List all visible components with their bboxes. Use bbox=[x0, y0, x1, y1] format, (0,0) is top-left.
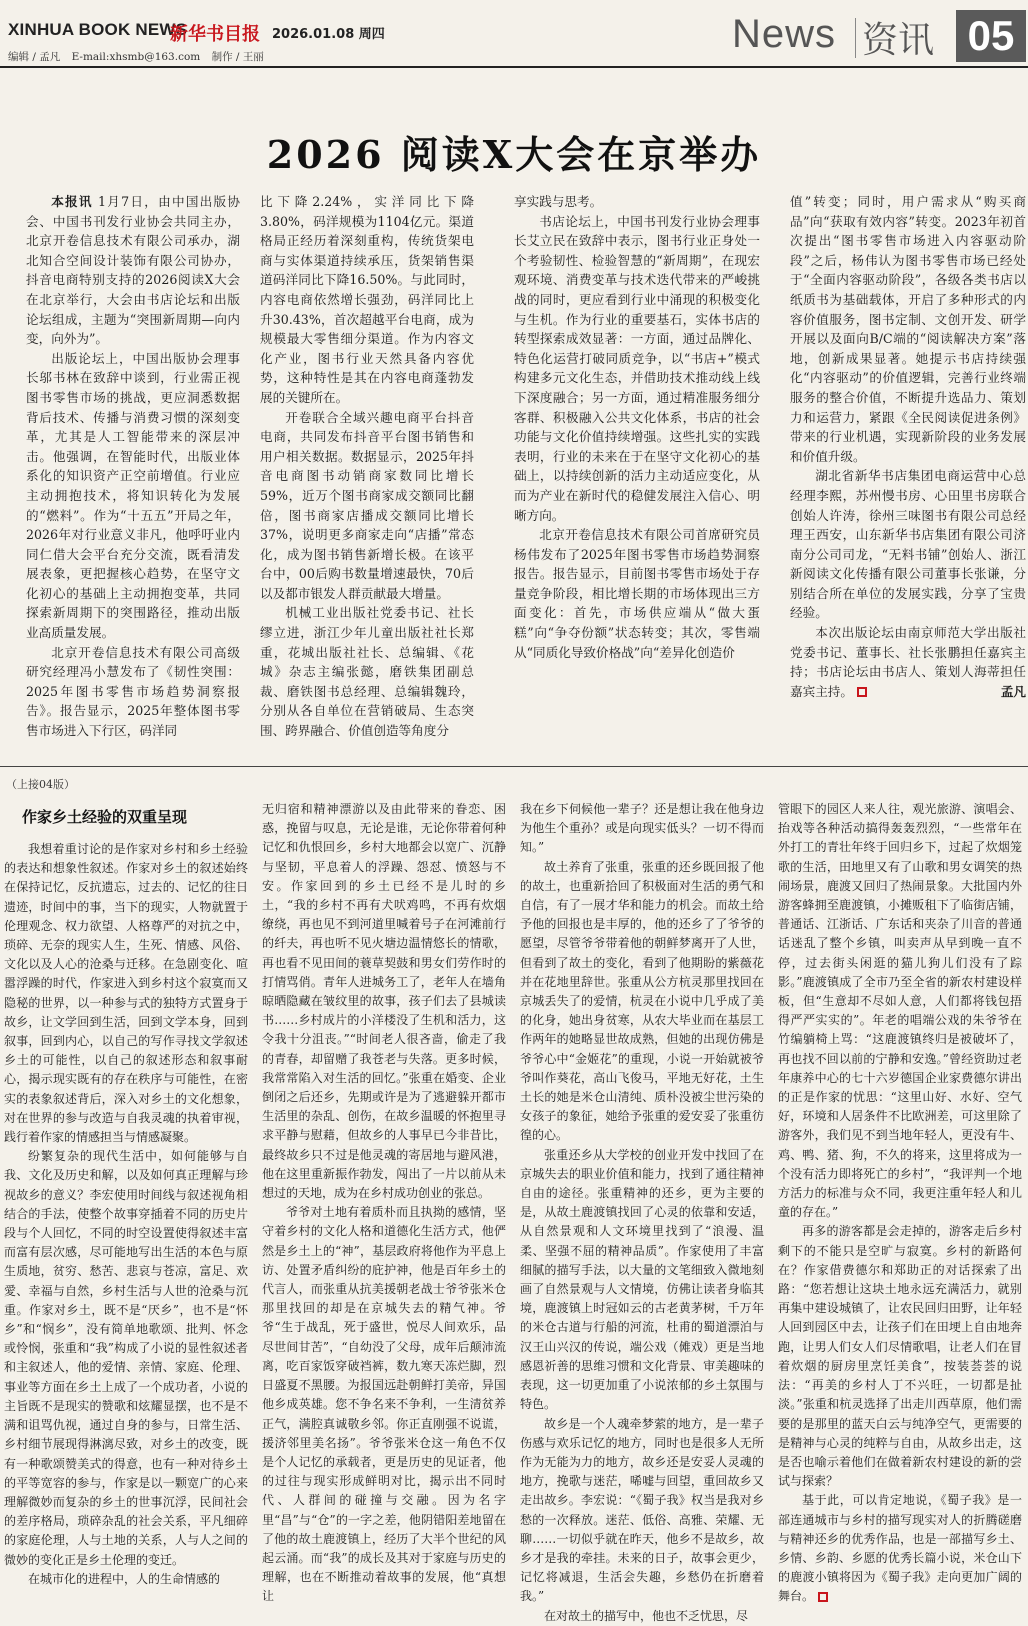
section-divider bbox=[0, 766, 1028, 767]
brand-en: XINHUA BOOK NEWS bbox=[8, 20, 188, 39]
article-headline: 2026 阅读X大会在京举办 bbox=[266, 132, 762, 177]
credits bbox=[8, 49, 272, 64]
article2-paragraph: 爷爷对土地有着质朴而且执拗的感情，坚守着乡村的文化人格和道德化生活方式，他俨然是乡土上的“神”，基层政府将他作为平息上访、处置矛盾纠纷的庇护神，他是百年乡土的代言人，而张重从抗美援朝老战士爷爷张米仓那里找回的却是在京城失去的精气神。爷爷“生于战乱，死于盛世，悦尽人间欢乐，品尽世间甘苦”，“自幼没了父母，成年后颠沛流离，吃百家饭穿破裆裤，数九寒天冻烂脚，烈日盛夏不黑腰。为报国远赴朝鲜打美帝，异国他乡成英雄。您不争名来不争利，一生清贫养正气，满腔真诚敬乡邻。你正直刚强不说谎，援济邻里美名扬”。爷爷张米仓这一角色不仅是个人记忆的承载者，更是历史的见证者，他的过往与现实形成鲜明对比，揭示出不同时代、人群间的碰撞与交融。因为名字里“昌”与“仓”的一字之差，他阴错阳差地留在了他的故土鹿渡镇上，经历了大半个世纪的风起云涌。而“我”的成长及其对于家庭与历史的理解，也在不断推动着故事的发展，他“真想让 bbox=[262, 1205, 506, 1604]
article2-column-2 bbox=[262, 800, 506, 1604]
article1-paragraph: 书店论坛上，中国书刊发行业协会理事长艾立民在致辞中表示，图书行业正身处一个考验韧性、检验智慧的“新周期”，在现宏观环境、消费变革与技术迭代带来的严峻挑战的同时，更应看到行业中涌现的积极变化与生机。作为行业的重要基石，实体书店的转型探索成效显著：一方面，通过品牌化、特色化运营打破同质竞争，以“书店+”模式构建多元文化生态，并借助技术推动线上线下深度融合；另一方面，通过精准服务细分客群、积极融入公共文化体系，书店的社会功能与文化价值持续增强。这些扎实的实践表明，行业的未来在于在坚守文化初心的基础上，以持续创新的活力主动适应变化，从而为产业在新时代的稳健发展注入信心、明晰方向。 bbox=[514, 213, 760, 523]
article2-paragraph: 管眼下的园区人来人往，观光旅游、演唱会、抬戏等各种活动搞得轰轰烈烈，“一些常年在外打工的青壮年终于回归乡下，过起了炊烟笼歌的生活，田地里又有了山歌和男女调笑的热闹场景，鹿渡又回归了热闹景象。大批国内外游客蜂拥至鹿渡镇，小摊贩租下了临街店铺，普通话、江浙话、广东话和夹杂了川音的普通话迷乱了整个乡镇，叫卖声从早到晚一直不停，过去街头闲逛的猫儿狗儿们没有了踪影。”鹿渡镇成了全市乃至全省的新农村建设样板，但“生意却不尽如人意，人们都将钱包捂得严严实实的”。年老的唱端公戏的朱爷爷在竹编躺椅上骂：“这鹿渡镇终归是被破坏了，再也找不回以前的宁静和安逸。”曾经资助过老年康养中心的七十六岁德国企业家费德尔讲出的正是作家的忧思：“这里山好、水好、空气好，环境和人居条件不比欧洲差，可这里除了游客外，我们见不到当地年轻人，更没有牛、鸡、鸭、猪、狗，不久的将来，这里将成为一个没有活力即将死亡的乡村”，“我评判一个地方活力的标准与众不同，我更注重年轻人和儿童的存在。” bbox=[778, 802, 1022, 1220]
article2-paragraph: 故乡是一个人魂牵梦萦的地方，是一辈子伤感与欢乐记忆的地方，同时也是很多人无所作为无能为力的地方，故乡还是安妥人灵魂的地方，挽歌与迷茫，唏嘘与回望，重回故乡又走出故乡。李宏说：“《蜀子我》权当是我对乡愁的一次释放。迷茫、低俗、高雅、荣耀、无聊……一切似乎就在昨天，他乡不是故乡，故乡才是我的牵挂。未来的日子，故事会更少，记忆将减退，生活会失趣，乡愁仍在折磨着我。” bbox=[520, 1416, 764, 1604]
article1-column-1 bbox=[26, 192, 240, 752]
editor-credit: 编辑 / 孟凡 bbox=[8, 51, 61, 63]
article1-paragraph: 北京开卷信息技术有限公司高级研究经理冯小慧发布了《韧性突围：2025年图书零售市场趋势洞察报告》。报告显示，2025年整体图书零售市场进入下行区，码洋同 bbox=[26, 644, 240, 739]
section-en: News bbox=[732, 12, 837, 56]
article1-paragraph: 享实践与思考。 bbox=[514, 194, 603, 209]
article1-paragraph: 湖北省新华书店集团电商运营中心总经理李熙，苏州慢书房、心田里书房联合创始人许涛，徐州三味图书有限公司总经理王西安，山东新华书店集团有限公司济南分公司司龙，“无料书铺”创始人、浙江新阅读文化传播有限公司董事长张谦，分别结合所在单位的发展实践，分享了宝贵经验。 bbox=[790, 468, 1026, 621]
article2-paragraph: 纷繁复杂的现代生活中，如何能够与自我、文化及历史和解，以及如何真正理解与珍视故乡的意义？李宏使用时间线与叙述视角相结合的手法，使整个故事穿插着不同的历史片段与个人回忆，不同的时空设置使得叙述丰富而富有层次感，尽可能地写出生活的本色与原生质地，贫穷、愁苦、悲哀与苍凉，富足、欢愛、幸福与自然，乡村生活与人世的沧桑与沉重。作家对乡土，既不是“厌乡”，也不是“怀乡”和“悯乡”，没有简单地歌颂、批判、怀念或怜悯，张重和“我”构成了小说的显性叙述者和主叙述人，他的爱情、亲情、家庭、伦理、事业等方面在乡土上成了一个成功者，小说的主旨既不是现实的赞歌和炫耀显摆，也不是不满和诅骂仇视，通过自身的参与，日常生活、乡村细节展现得淋漓尽致，对乡土的改变，既有一种歌颂赞美式的得意，也有一种对待乡土的平等宽容的参与，作家是以一颗宽广的心来理解微妙而复杂的乡土的世事沉浮，民间社会的差序格局，琐碎杂乱的社会关系，平凡细碎的家庭伦理，人与土地的关系，人与人之间的微妙的变化正是乡土伦理的变迁。 bbox=[4, 1149, 248, 1567]
page-number: 05 bbox=[956, 10, 1026, 62]
masthead-rule bbox=[0, 66, 1028, 68]
article2-paragraph: 张重还乡从大学校的创业开发中找回了在京城失去的职业价值和能力，找到了通往精神自由的途径。张重精神的还乡，更为主要的是，从故土鹿渡镇找回了心灵的依靠和安适，从自然景观和人文环境里找到了“浪漫、温柔、坚强不屈的精神品质”。作家使用了丰富细腻的描写手法，以大量的文笔细致入微地刻画了自然景观与人文情境，仿佛让读者身临其境，鹿渡镇上时冠如云的古老黄茅树，千万年的米仓古道与行船的河流，杜甫的蜀道漂泊与汉王山兴汉的传说，端公戏（傩戏）更是当地感恩祈善的思维习惯和文化背景、审美趣味的表现，这一切更加重了小说浓郁的乡土氛围与特色。 bbox=[520, 1147, 764, 1412]
issue-date: 2026.01.08 周四 bbox=[272, 27, 385, 42]
article2-paragraph: 我在乡下伺候他一辈子？还是想让我在他身边为他生个重孙？或是向现实低头？一切不得而知。” bbox=[520, 802, 764, 855]
article1-paragraph: 本报讯 1月7日，由中国出版协会、中国书刊发行业协会共同主办，北京开卷信息技术有限公司承办，湖北知合空间设计装饰有限公司协办，抖音电商特别支持的2026阅读X大会在北京举行，大会由书店论坛和出版论坛组成，主题为“突围新周期—向内变，向外为”。 bbox=[26, 194, 240, 347]
article2-column-1 bbox=[4, 840, 248, 1586]
article1-paragraph: 北京开卷信息技术有限公司首席研究员杨伟发布了2025年图书零售市场趋势洞察报告。报告显示，目前图书零售市场处于存量竞争阶段，相比增长期的市场体现出三方面变化：首先，市场供应端从“做大蛋糕”向“争夺份额”状态转变；其次，零售端从“同质化导致价格战”向“差异化创造价 bbox=[514, 527, 760, 660]
end-mark-icon bbox=[818, 1592, 828, 1602]
article-byline: 孟凡 bbox=[1000, 683, 1026, 699]
article2-paragraph: 基于此，可以肯定地说，《蜀子我》是一部连通城市与乡村的描写现实对人的折腾磋磨与精神还乡的优秀作品，也是一部描写乡土、乡情、乡韵、乡愿的优秀长篇小说，米仓山下的鹿渡小镇将因为《蜀子我》走向更加广阔的舞台。 bbox=[778, 1493, 1022, 1604]
article2-title: 作家乡土经验的双重呈现 bbox=[22, 808, 188, 826]
lead-tag: 本报讯 bbox=[51, 194, 93, 209]
article1-paragraph: 出版论坛上，中国出版协会理事长邬书林在致辞中谈到，行业需正视图书零售市场的挑战，更应洞悉数据背后技术、传播与消费习惯的深刻变革，尤其是人工智能带来的深层冲击。他强调，在智能时代，出版业体系化的知识资产正空前增值。行业应主动拥抱技术，将知识转化为发展的“燃料”。作为“十五五”开局之年，2026年对行业意义非凡，他呼吁业内同仁借大会平台充分交流，既看清发展表象，更把握核心趋势，在坚守文化初心的基础上主动拥抱变革，共同探索新周期下的突围路径，推动出版业高质量发展。 bbox=[26, 350, 240, 641]
article2-column-4 bbox=[778, 800, 1022, 1604]
article2-paragraph: 在城市化的进程中，人的生命情感的 bbox=[28, 1571, 221, 1586]
article1-paragraph: 开卷联合全域兴趣电商平台抖音电商，共同发布抖音平台图书销售和用户相关数据。数据显示，2025年抖音电商图书动销商家数同比增长59%，近万个图书商家成交额同比翻倍，图书商家店播成交额同比增长37%，说明更多商家走向“店播”常态化，成为图书销售新增长极。在该平台中，00后购书数量增速最快，70后以及都市银发人群贡献最大增量。 bbox=[260, 409, 474, 601]
producer-credit: 制作 / 王丽 bbox=[211, 51, 264, 63]
end-mark-icon bbox=[857, 687, 867, 697]
email-credit[interactable]: E-mail:xhsmb@163.com bbox=[71, 51, 201, 63]
article2-paragraph: 故土养育了张重，张重的还乡既回报了他的故土，也重新拾回了积极面对生活的勇气和自信，有了一展才华和能力的机会。而故土给予他的回报也是丰厚的，他的还乡了了爷爷的愿望，尽管爷爷带着他的朝鲜梦离开了人世，但看到了故土的变化，看到了他期盼的紫薇花并在花地里辞世。张重从公方杭灵那里找回在京城丢失了的爱情，杭灵在小说中几乎成了美的化身，她出身贫寒，从农大毕业而在基层工作两年的她略显世故成熟，但她的出现仿佛是爷爷心中“金姬花”的重现，小说一开始就被爷爷叫作葵花，高山飞俊马，平地无好花，土生土长的她是米仓山清纯、质朴没被尘世污染的女孩子的象征，她给予张重的爱安妥了张重彷徨的心。 bbox=[520, 859, 764, 1143]
article2-paragraph: 在对故土的描写中，他也不乏忧思，尽 bbox=[544, 1608, 749, 1623]
article1-paragraph: 比下降2.24%，实洋同比下降3.80%，码洋规模为1104亿元。渠道格局正经历着深刻重构，传统货架电商与实体渠道持续承压，货架销售渠道码洋同比下降16.50%。与此同时，内容电商依然增长强劲，码洋同比上升30.43%，首次超越平台电商，成为规模最大零售细分渠道。作为内容文化产业，图书行业天然具备内容优势，这种特性是其在内容电商蓬勃发展的关键所在。 bbox=[260, 194, 474, 405]
section-cn: 资讯 bbox=[862, 20, 935, 61]
article2-paragraph: 我想着重讨论的是作家对乡村和乡土经验的表达和想象性叙述。作家对乡土的叙述始终在保持记忆，反抗遗忘，过去的、记忆的往日遗迹，时间中的事，当下的现实，人物就置于伦理观念、权力欲望、人格尊严的对抗之中，琐碎、无奈的现实人生，生死、情感、风俗、文化以及人心的沧桑与迁移。在急剧变化、喧嚣浮躁的时代，作家进入到乡村这个寂寞而又隐秘的世界，以一种参与式的独特方式置身于故乡，让文学回到生活，回到文学本身，回到叙事，回到内心，以自己的写作寻找文学叙述乡土的可能性，以自己的叙述形态和叙事耐心，揭示现实既有的存在秩序与可能性，在密实的表象叙述背后，深入对乡土的文化想象，对在世界的参与改造与自我灵魂的执着审视，践行着作家的情感担当与情感凝聚。 bbox=[4, 842, 248, 1145]
article2-column-3 bbox=[520, 800, 764, 1623]
article1-paragraph: 机械工业出版社党委书记、社长缪立进，浙江少年儿童出版社社长郑重，花城出版社社长、总编辑、《花城》杂志主编张懿，磨铁集团副总裁、磨铁图书总经理、总编辑魏玲，分别从各自单位在营销破局、生态突围、跨界融合、价值创造等角度分 bbox=[260, 605, 474, 739]
article1-paragraph: 值”转变；同时，用户需求从“购买商品”向“获取有效内容”转变。2023年初首次提出“图书零售市场进入内容驱动阶段”之后，杨伟认为图书零售市场已经处于“全面内容驱动阶段”，各级各类书店以纸质书为基础载体，开启了多种形式的内容价值服务，图书定制、文创开发、研学开展以及面向B/C端的“阅读解决方案”落地，创新成果显著。她提示书店持续强化“内容驱动”的价值逻辑，完善行业终端服务的整合价值，不断提升选品力、策划力和运营力，紧跟《全民阅读促进条例》带来的行业机遇，实现新阶段的业务发展和价值升级。 bbox=[790, 194, 1026, 464]
continued-from-label: （上接04版） bbox=[6, 778, 75, 791]
article2-paragraph: 再多的游客都是会走掉的，游客走后乡村剩下的不能只是空旷与寂寞。乡村的新路何在？作家借费德尔和郑助正的对话探索了出路：“您若想让这块土地永远充满活力，就别再集中建设城镇了，让农民回归田野，让年轻人回到园区中去，让孩子们在田埂上自由地奔跑，让男人们女人们尽情歌唱，让老人们在冒着炊烟的厨房里烹饪美食”，按装荟荟的说法：“再美的乡村人丁不兴旺，一切都是扯淡。”张重和杭灵选择了出走川西草原，他们需要的是那里的蓝天白云与纯净空气，更需要的是精神与心灵的纯粹与自由，从故乡出走，这是否也喻示着他们在做着新农村建设的新的尝试与探索？ bbox=[778, 1224, 1022, 1489]
article1-column-4 bbox=[790, 192, 1026, 752]
article1-paragraph: 本次出版论坛由南京师范大学出版社党委书记、董事长、社长张鹏担任嘉宾主持；书店论坛由书店人、策划人海蒂担任嘉宾主持。 孟凡 bbox=[790, 623, 1026, 701]
masthead bbox=[0, 0, 1028, 66]
article1-column-3 bbox=[514, 192, 760, 752]
article1-column-2 bbox=[260, 192, 474, 752]
section-separator bbox=[855, 18, 856, 58]
brand-cn: 新华书目报 bbox=[170, 24, 260, 45]
article2-paragraph: 无归宿和精神漂游以及由此带来的眷恋、困惑，挽留与叹息，无论是谁，无论你带着何种记忆和仇恨回乡，乡村大地都会以宽广、沉静与坚韧，平息着人的浮躁、怨怼、愤怒与不安。作家回到的乡土已经不是儿时的乡土，“我的乡村不再有犬吠鸡鸣，不再有炊烟缭绕，再也见不到河道里喊着号子在河滩前行的纤夫，再也听不见火塘边温情悠长的情歌，再也看不见田间的蓑草契鼓和男女们劳作时的打情骂俏。青年人进城务工了，老年人在墙角晾晒隐藏在皱纹里的故事，孩子们去了县城读书……乡村成片的小洋楼没了生机和活力，这令我十分沮丧。”“时间老人很吝啬，偷走了我的青春，却留赠了我苍老与失落。更多时候，我常常陷入对生活的回忆。”张重在婚变、企业倒闭之后还乡，先期或许是为了逃避躲开都市生活里的杂乱、创伤，在故乡温暖的怀抱里寻求平静与慰藉，但故乡的人事早已今非昔比，最终故乡只不过是他灵魂的寄居地与避风港，他在这里重新振作勃发，闯出了一片以前从未想过的天地，成为在乡村成功创业的张总。 bbox=[262, 802, 506, 1201]
